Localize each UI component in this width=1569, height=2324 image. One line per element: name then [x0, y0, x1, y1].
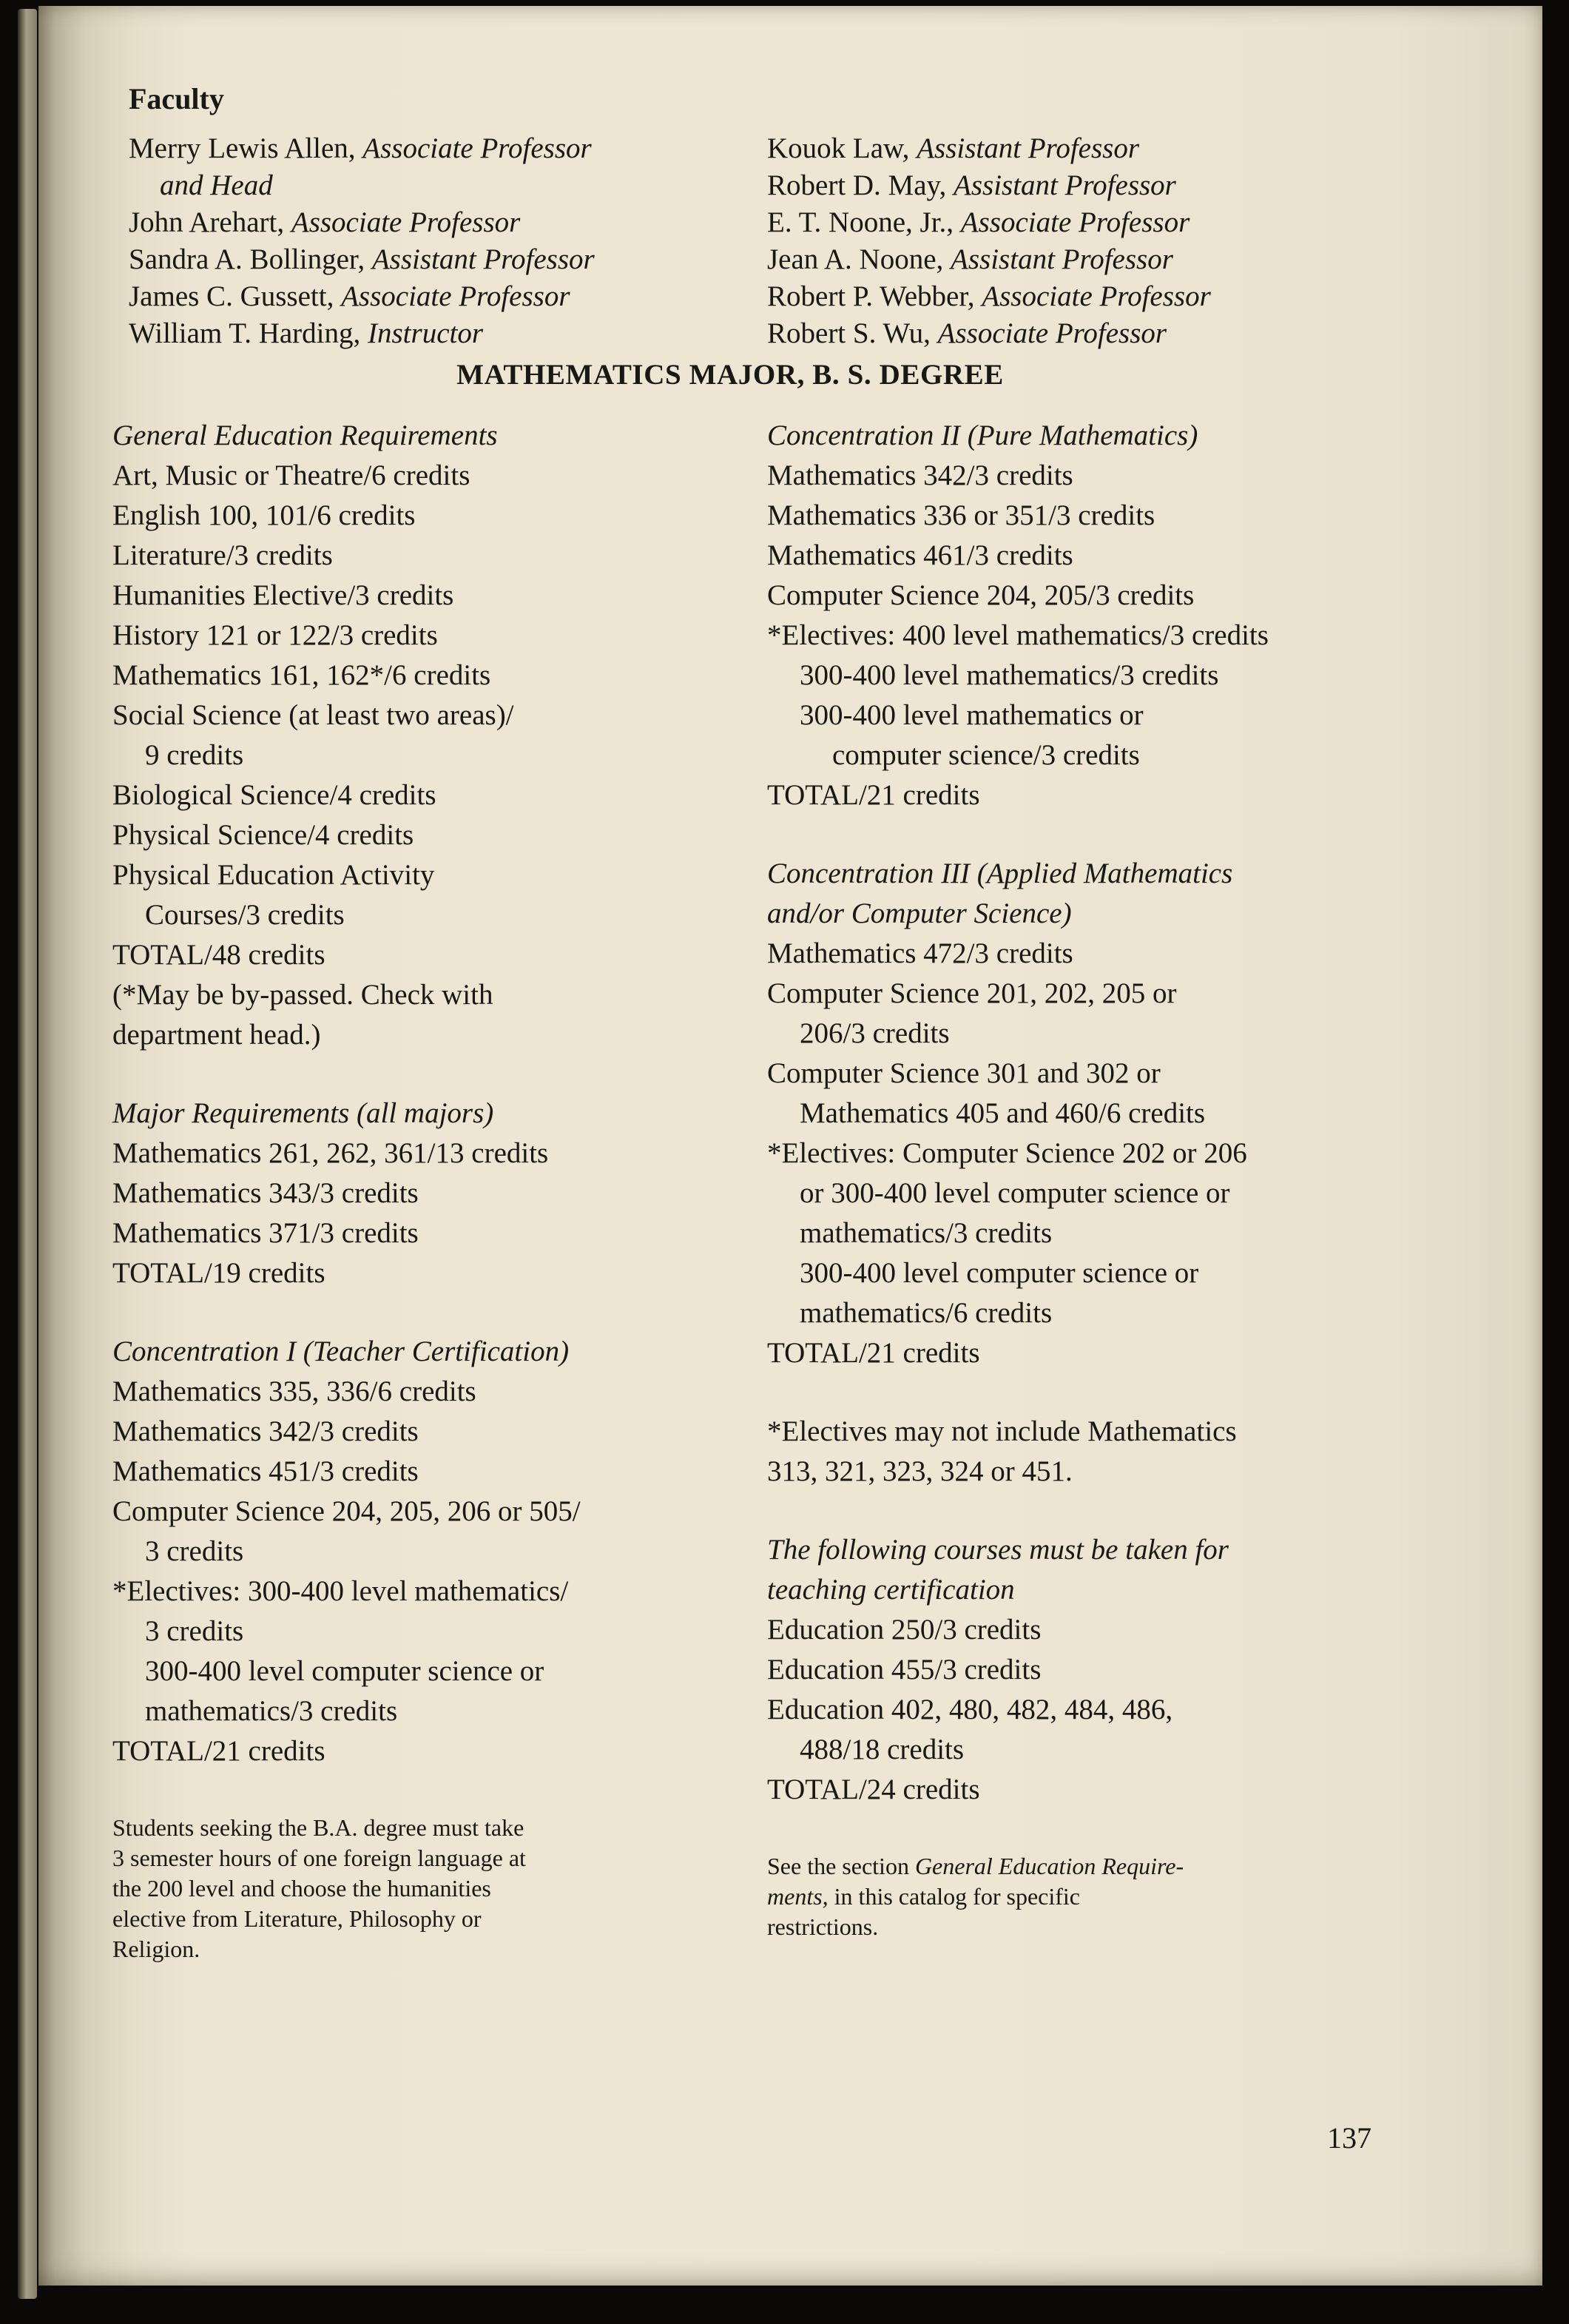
faculty-entry	[129, 241, 757, 278]
text-line	[767, 1730, 1477, 1770]
text-segment: TOTAL/21 credits	[112, 1735, 325, 1767]
text-segment: TOTAL/19 credits	[112, 1257, 325, 1289]
section-lines	[767, 934, 1477, 1373]
text-segment: Courses/3 credits	[145, 899, 345, 931]
text-segment: Mathematics 342/3 credits	[767, 459, 1073, 491]
text-line	[112, 1873, 756, 1904]
text-line	[112, 1253, 756, 1293]
text-line	[112, 1731, 756, 1771]
text-segment: *Electives: Computer Science 202 or 206	[767, 1137, 1247, 1169]
text-line	[112, 975, 756, 1015]
text-line	[112, 1492, 756, 1532]
text-line	[767, 1253, 1477, 1293]
faculty-title: Associate Professor	[937, 317, 1167, 349]
text-line	[767, 1912, 1477, 1942]
degree-section	[767, 1412, 1477, 1492]
text-segment: Mathematics 461/3 credits	[767, 539, 1073, 571]
degree-section	[112, 1094, 756, 1293]
text-segment: Religion.	[112, 1936, 200, 1962]
text-line	[767, 656, 1477, 695]
faculty-entry	[767, 204, 1522, 241]
text-segment: Education 402, 480, 482, 484, 486,	[767, 1694, 1173, 1725]
faculty-list-right	[767, 130, 1522, 352]
faculty-name: Kouok Law,	[767, 132, 917, 164]
degree-section	[767, 416, 1477, 815]
faculty-heading: Faculty	[129, 82, 224, 115]
text-segment: Physical Science/4 credits	[112, 819, 414, 851]
text-segment: 9 credits	[145, 739, 244, 771]
text-line	[112, 1691, 756, 1731]
text-line	[112, 1412, 756, 1452]
text-segment: *Electives: 400 level mathematics/3 credits	[767, 619, 1269, 651]
text-segment: Mathematics 161, 162*/6 credits	[112, 659, 491, 691]
degree-section	[112, 1813, 756, 1964]
text-line	[112, 576, 756, 616]
page-number: 137	[1327, 2121, 1371, 2155]
faculty-title: Associate Professor	[291, 206, 521, 238]
text-line	[767, 616, 1477, 656]
section-lines	[767, 1610, 1477, 1810]
text-segment: 300-400 level mathematics/3 credits	[800, 659, 1219, 691]
text-segment: in this catalog for specific	[828, 1883, 1080, 1910]
text-segment: Mathematics 335, 336/6 credits	[112, 1375, 476, 1407]
text-segment: Biological Science/4 credits	[112, 779, 436, 811]
text-segment: Mathematics 261, 262, 361/13 credits	[112, 1137, 549, 1169]
text-segment: Education 455/3 credits	[767, 1654, 1042, 1685]
text-segment: Literature/3 credits	[112, 539, 333, 571]
text-segment: mathematics/6 credits	[800, 1297, 1053, 1329]
faculty-name: Merry Lewis Allen,	[129, 132, 363, 164]
section-heading-line: Major Requirements (all majors)	[112, 1097, 494, 1129]
text-line	[767, 1134, 1477, 1173]
section-lines	[767, 1851, 1477, 1942]
text-line	[767, 1770, 1477, 1810]
faculty-title: Assistant Professor	[954, 169, 1176, 201]
section-heading	[767, 854, 1477, 934]
faculty-entry	[767, 167, 1522, 204]
catalog-page	[38, 6, 1542, 2286]
text-segment: or 300-400 level computer science or	[800, 1177, 1230, 1209]
faculty-name: James C. Gussett,	[129, 280, 342, 312]
text-segment: Computer Science 204, 205, 206 or 505/	[112, 1495, 581, 1527]
faculty-entry	[767, 315, 1522, 352]
faculty-title: Associate Professor	[362, 132, 592, 164]
section-heading-line: The following courses must be taken for	[767, 1534, 1229, 1566]
text-segment: Education 250/3 credits	[767, 1614, 1042, 1646]
text-line	[767, 576, 1477, 616]
text-segment: General Education Require-	[914, 1853, 1184, 1879]
text-line	[767, 1213, 1477, 1253]
text-segment: 206/3 credits	[800, 1017, 950, 1049]
text-segment: Physical Education Activity	[112, 859, 435, 891]
section-lines	[112, 1372, 756, 1771]
text-segment: ments,	[767, 1883, 829, 1910]
text-segment: Mathematics 343/3 credits	[112, 1177, 419, 1209]
text-line	[112, 456, 756, 496]
text-line	[112, 935, 756, 975]
faculty-name: Sandra A. Bollinger,	[129, 243, 372, 275]
text-segment: mathematics/3 credits	[145, 1695, 398, 1727]
section-heading-line: Concentration I (Teacher Certification)	[112, 1336, 570, 1367]
text-line	[767, 1650, 1477, 1690]
degree-section	[767, 1851, 1477, 1942]
text-segment: 313, 321, 323, 324 or 451.	[767, 1455, 1073, 1487]
section-lines	[112, 1134, 756, 1293]
text-line	[767, 695, 1477, 735]
faculty-name: John Arehart,	[129, 206, 291, 238]
text-line	[112, 855, 756, 895]
faculty-title: Associate Professor	[982, 280, 1211, 312]
text-line	[112, 1843, 756, 1873]
text-line	[767, 1412, 1477, 1452]
text-line	[112, 1572, 756, 1611]
faculty-entry	[129, 130, 757, 204]
faculty-entry	[767, 241, 1522, 278]
text-segment: *Electives: 300-400 level mathematics/	[112, 1575, 569, 1607]
section-heading-line: teaching certification	[767, 1574, 1015, 1606]
faculty-list-left	[129, 130, 757, 352]
faculty-name: Robert S. Wu,	[767, 317, 938, 349]
text-line	[112, 656, 756, 695]
text-line	[112, 496, 756, 536]
text-line	[767, 1333, 1477, 1373]
text-segment: Art, Music or Theatre/6 credits	[112, 459, 470, 491]
degree-section	[767, 854, 1477, 1373]
page-content	[38, 6, 1542, 2286]
faculty-title: Assistant Professor	[917, 132, 1140, 164]
text-segment: Mathematics 336 or 351/3 credits	[767, 499, 1155, 531]
section-lines	[112, 456, 756, 1055]
text-segment: Computer Science 204, 205/3 credits	[767, 579, 1195, 611]
text-line	[767, 1882, 1477, 1912]
degree-heading: MATHEMATICS MAJOR, B. S. DEGREE	[456, 359, 1004, 391]
text-segment: 300-400 level computer science or	[800, 1257, 1199, 1289]
text-segment: TOTAL/24 credits	[767, 1774, 980, 1805]
section-lines	[767, 456, 1477, 815]
section-heading-line: General Education Requirements	[112, 420, 498, 451]
text-segment: Mathematics 342/3 credits	[112, 1415, 419, 1447]
text-line	[767, 536, 1477, 576]
faculty-title-continuation: and Head	[160, 169, 273, 201]
text-segment: English 100, 101/6 credits	[112, 499, 416, 531]
faculty-name: Jean A. Noone,	[767, 243, 951, 275]
text-segment: 300-400 level mathematics or	[800, 699, 1144, 731]
text-segment: Mathematics 371/3 credits	[112, 1217, 419, 1249]
faculty-name: Robert P. Webber,	[767, 280, 982, 312]
text-line	[112, 775, 756, 815]
text-segment: mathematics/3 credits	[800, 1217, 1053, 1249]
text-line	[112, 536, 756, 576]
faculty-name: E. T. Noone, Jr.,	[767, 206, 961, 238]
text-line	[112, 616, 756, 656]
faculty-entry	[767, 130, 1522, 167]
book-page-edge	[18, 9, 37, 2299]
text-segment: See the section	[767, 1853, 915, 1879]
text-line	[767, 775, 1477, 815]
section-heading	[112, 1094, 756, 1134]
text-segment: Mathematics 405 and 460/6 credits	[800, 1097, 1206, 1129]
text-segment: *Electives may not include Mathematics	[767, 1415, 1237, 1447]
text-segment: TOTAL/48 credits	[112, 939, 325, 971]
text-line	[767, 1014, 1477, 1054]
text-line	[767, 934, 1477, 974]
section-heading	[767, 416, 1477, 456]
text-segment: History 121 or 122/3 credits	[112, 619, 438, 651]
degree-section	[767, 1530, 1477, 1810]
faculty-title: Associate Professor	[960, 206, 1190, 238]
faculty-title: Associate Professor	[341, 280, 570, 312]
text-line	[767, 1094, 1477, 1134]
section-heading	[767, 1530, 1477, 1610]
text-line	[767, 456, 1477, 496]
text-segment: elective from Literature, Philosophy or	[112, 1905, 482, 1932]
section-heading	[112, 416, 756, 456]
faculty-entry	[767, 278, 1522, 315]
text-line	[767, 1293, 1477, 1333]
text-line	[112, 1904, 756, 1934]
faculty-entry	[129, 204, 757, 241]
text-line	[112, 815, 756, 855]
faculty-title: Instructor	[368, 317, 484, 349]
text-segment: restrictions.	[767, 1913, 879, 1940]
text-segment: Humanities Elective/3 credits	[112, 579, 454, 611]
text-line	[112, 1134, 756, 1173]
text-segment: 3 credits	[145, 1535, 244, 1567]
text-segment: 3 semester hours of one foreign language at	[112, 1845, 526, 1871]
section-lines	[767, 1412, 1477, 1492]
text-segment: 488/18 credits	[800, 1734, 965, 1765]
text-line	[112, 735, 756, 775]
text-line	[767, 974, 1477, 1014]
text-line	[767, 1452, 1477, 1492]
text-line	[767, 1610, 1477, 1650]
text-segment: Social Science (at least two areas)/	[112, 699, 514, 731]
text-line	[767, 1054, 1477, 1094]
text-line	[767, 1851, 1477, 1882]
text-segment: TOTAL/21 credits	[767, 1337, 980, 1369]
text-line	[112, 695, 756, 735]
text-line	[112, 1651, 756, 1691]
text-segment: (*May be by-passed. Check with	[112, 979, 493, 1011]
degree-column-right	[767, 416, 1477, 1942]
text-segment: 3 credits	[145, 1615, 244, 1647]
text-line	[112, 1813, 756, 1843]
text-line	[112, 1372, 756, 1412]
text-segment: computer science/3 credits	[832, 739, 1140, 771]
text-segment: TOTAL/21 credits	[767, 779, 980, 811]
text-segment: Students seeking the B.A. degree must take	[112, 1814, 524, 1841]
text-segment: Computer Science 301 and 302 or	[767, 1057, 1161, 1089]
text-line	[112, 1452, 756, 1492]
text-line	[112, 1532, 756, 1572]
text-segment: the 200 level and choose the humanities	[112, 1875, 491, 1902]
degree-column-left	[112, 416, 756, 1964]
text-line	[767, 735, 1477, 775]
section-heading-line: and/or Computer Science)	[767, 897, 1072, 929]
section-heading-line: Concentration III (Applied Mathematics	[767, 858, 1233, 889]
text-line	[767, 1173, 1477, 1213]
text-line	[112, 895, 756, 935]
text-line	[112, 1173, 756, 1213]
faculty-title: Assistant Professor	[371, 243, 595, 275]
text-line	[112, 1213, 756, 1253]
text-line	[112, 1934, 756, 1964]
faculty-title: Assistant Professor	[951, 243, 1173, 275]
faculty-entry	[129, 315, 757, 352]
text-line	[767, 496, 1477, 536]
text-line	[112, 1015, 756, 1055]
text-line	[767, 1690, 1477, 1730]
text-segment: department head.)	[112, 1019, 321, 1051]
faculty-name: William T. Harding,	[129, 317, 368, 349]
section-heading-line: Concentration II (Pure Mathematics)	[767, 420, 1198, 451]
section-lines	[112, 1813, 756, 1964]
section-heading	[112, 1332, 756, 1372]
text-segment: Mathematics 472/3 credits	[767, 937, 1073, 969]
faculty-name: Robert D. May,	[767, 169, 954, 201]
degree-section	[112, 416, 756, 1055]
degree-section	[112, 1332, 756, 1771]
text-segment: Mathematics 451/3 credits	[112, 1455, 419, 1487]
text-segment: 300-400 level computer science or	[145, 1655, 544, 1687]
text-segment: Computer Science 201, 202, 205 or	[767, 977, 1177, 1009]
faculty-entry	[129, 278, 757, 315]
text-line	[112, 1611, 756, 1651]
